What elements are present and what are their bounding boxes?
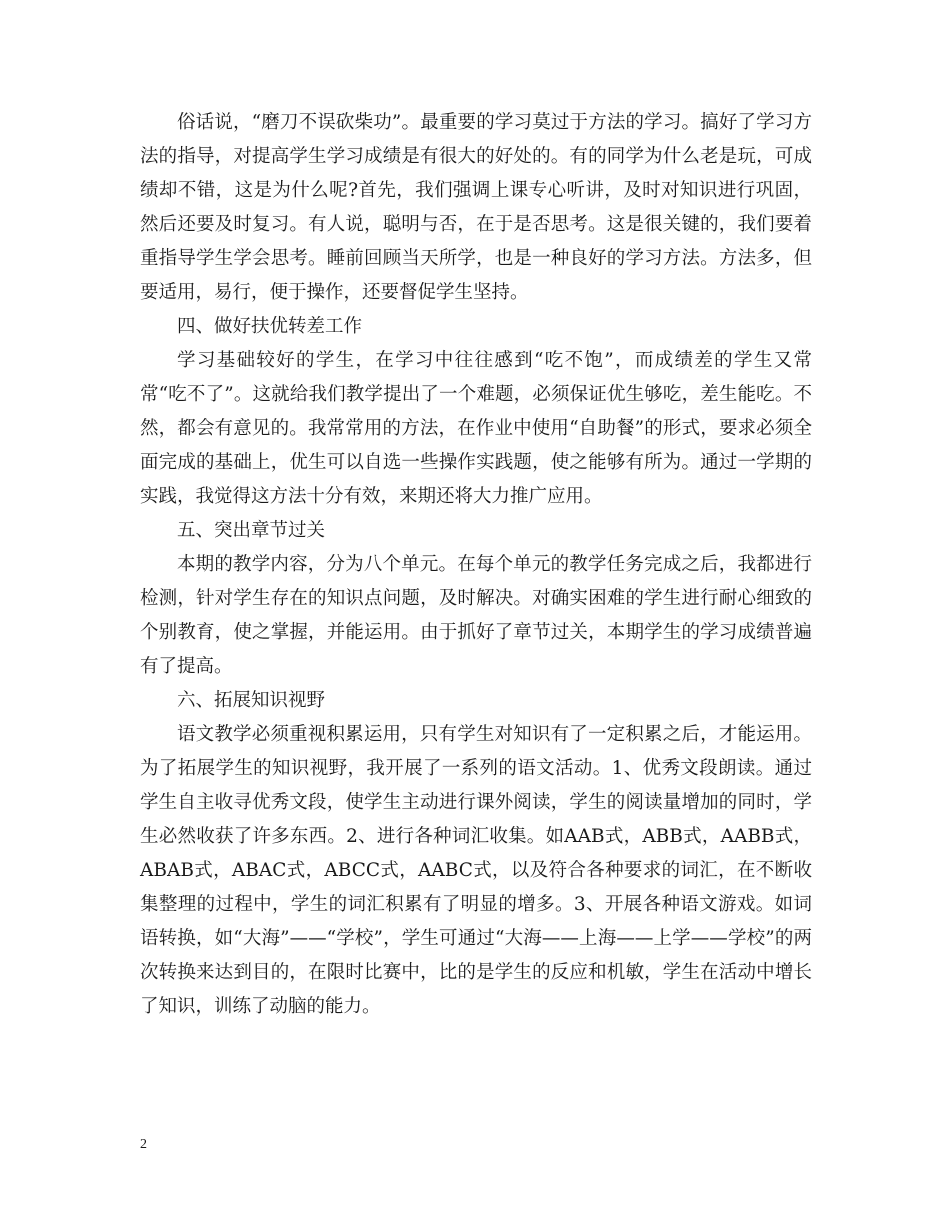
section-heading-6: 六、拓展知识视野 xyxy=(177,690,326,711)
page-body xyxy=(140,106,812,1024)
section-heading-5: 五、突出章节过关 xyxy=(177,520,326,541)
paragraph-chapter-checks: 本期的教学内容，分为八个单元。在每个单元的教学任务完成之后，我都进行检测，针对学生存在的知识点问题，及时解决。对确实困难的学生进行耐心细致的个别教育，使之掌握，并能运用。由于抓好了章节过关，本期学生的学习成绩普遍有了提高。 xyxy=(140,554,812,677)
paragraph-study-methods: 俗话说，“磨刀不误砍柴功”。最重要的学习莫过于方法的学习。搞好了学习方法的指导，对提高学生学习成绩是有很大的好处的。有的同学为什么老是玩，可成绩却不错，这是为什么呢?首先，我们强调上课专心听讲，及时对知识进行巩固，然后还要及时复习。有人说，聪明与否，在于是否思考。这是很关键的，我们要着重指导学生学会思考。睡前回顾当天所学，也是一种良好的学习方法。方法多，但要适用，易行，便于操作，还要督促学生坚持。 xyxy=(140,112,812,303)
paragraph-knowledge-expansion: 语文教学必须重视积累运用，只有学生对知识有了一定积累之后，才能运用。为了拓展学生的知识视野，我开展了一系列的语文活动。1、优秀文段朗读。通过学生自主收寻优秀文段，使学生主动进行课外阅读，学生的阅读量增加的同时，学生必然收获了许多东西。2、进行各种词汇收集。如AAB式，ABB式，AABB式，ABAB式，ABAC式，ABCC式，AABC式，以及符合各种要求的词汇，在不断收集整理的过程中，学生的词汇积累有了明显的增多。3、开展各种语文游戏。如词语转换，如“大海”——“学校”，学生可通过“大海——上海——上学——学校”的两次转换来达到目的，在限时比赛中，比的是学生的反应和机敏，学生在活动中增长了知识，训练了动脑的能力。 xyxy=(140,724,812,1017)
section-heading-4: 四、做好扶优转差工作 xyxy=(177,316,363,337)
page-number: 2 xyxy=(140,1137,147,1152)
paragraph-tutoring: 学习基础较好的学生，在学习中往往感到“吃不饱”，而成绩差的学生又常常“吃不了”。这就给我们教学提出了一个难题，必须保证优生够吃，差生能吃。不然，都会有意见的。我常常用的方法，在作业中使用“自助餐”的形式，要求必须全面完成的基础上，优生可以自选一些操作实践题，使之能够有所为。通过一学期的实践，我觉得这方法十分有效，来期还将大力推广应用。 xyxy=(140,350,812,507)
